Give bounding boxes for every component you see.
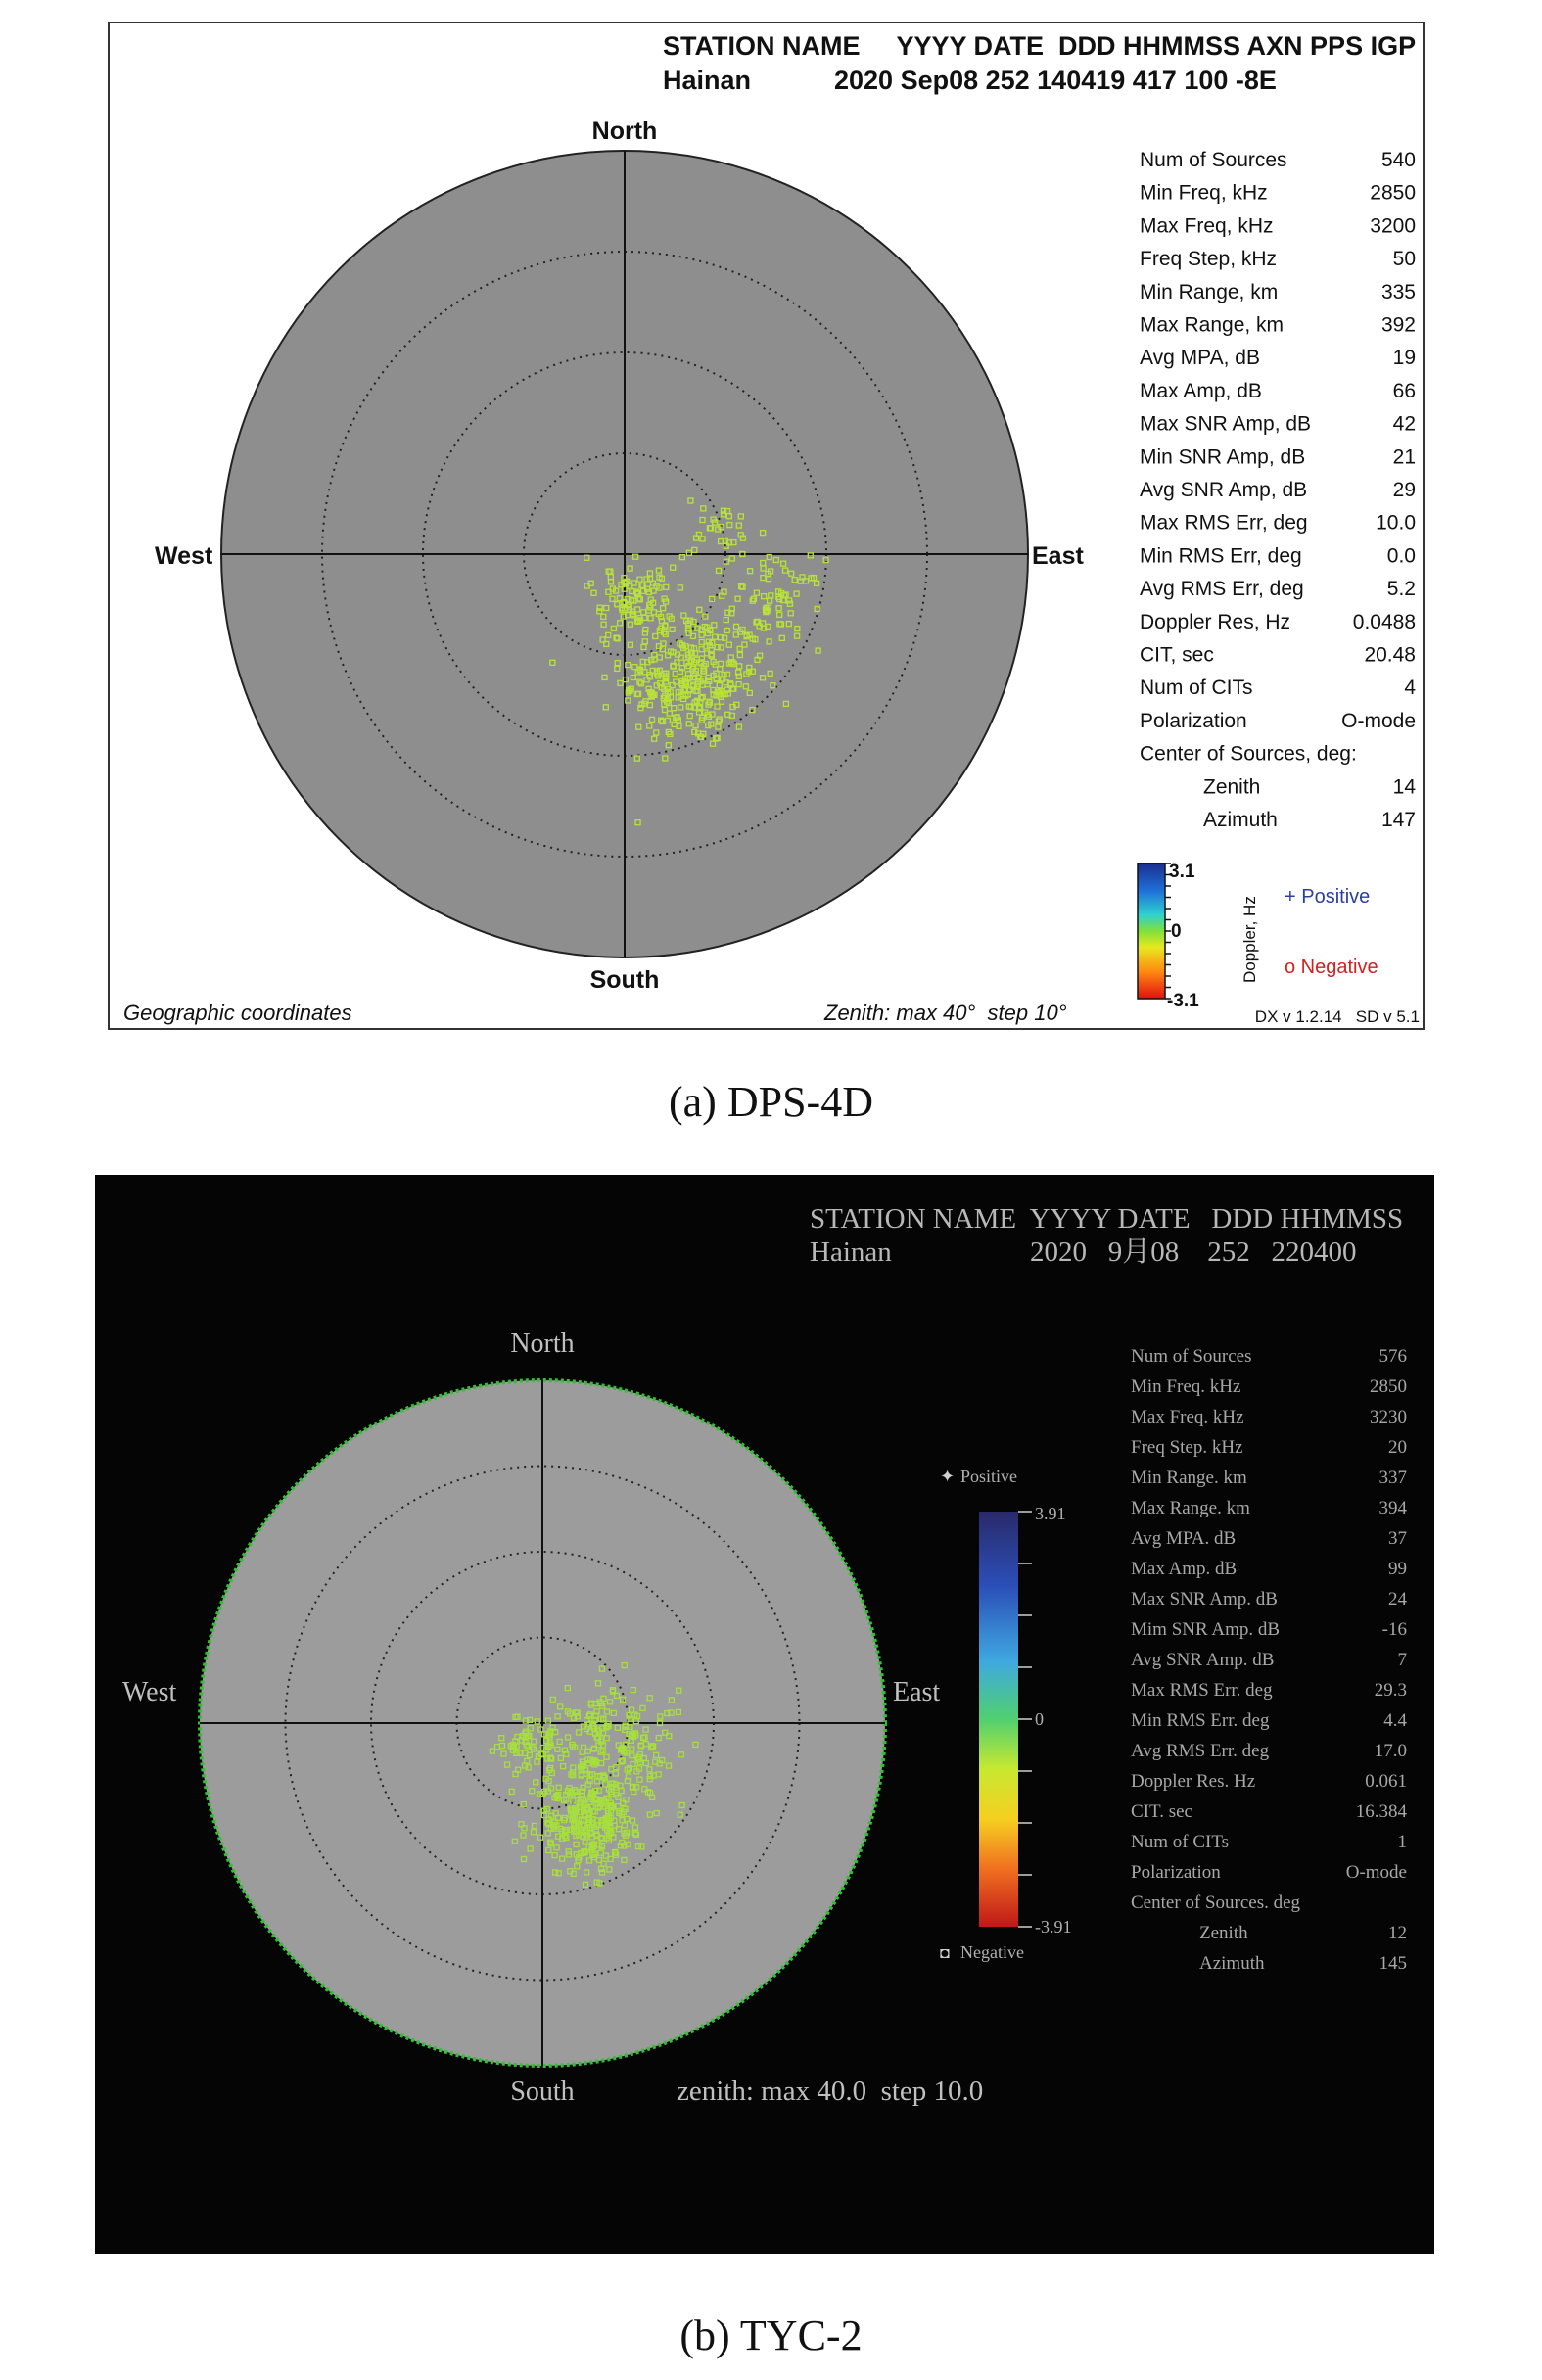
- stat-label: Avg RMS Err. deg: [1131, 1741, 1270, 1761]
- stat-label: Avg MPA, dB: [1140, 347, 1260, 370]
- stat-label: Num of Sources: [1131, 1346, 1252, 1367]
- stat-label: Min RMS Err, deg: [1140, 544, 1302, 568]
- negative-legend: Negative: [960, 1942, 1024, 1962]
- colorbar-ticks: [1018, 1512, 1032, 1927]
- header-station: Hainan: [663, 66, 752, 95]
- stat-value: 12: [1388, 1923, 1407, 1943]
- stat-value: 10.0: [1376, 511, 1416, 535]
- stat-value: 3200: [1370, 214, 1416, 238]
- tyc-2-skymap: [95, 1175, 1434, 2254]
- stat-value: 147: [1380, 809, 1416, 831]
- stats-table: [1131, 1346, 1408, 1974]
- stat-value: 42: [1392, 412, 1416, 436]
- colorbar-label: Doppler, Hz: [1240, 896, 1259, 983]
- positive-legend: Positive: [960, 1467, 1018, 1486]
- stat-label: Polarization: [1131, 1862, 1221, 1883]
- stat-label: Max RMS Err, deg: [1140, 511, 1308, 535]
- stat-label: Azimuth: [1199, 1953, 1265, 1974]
- stat-label: Num of Sources: [1140, 149, 1287, 171]
- negative-legend-icon: ◘: [940, 1945, 950, 1962]
- stat-value: 1: [1397, 1832, 1407, 1852]
- stat-value: 394: [1378, 1498, 1407, 1518]
- stat-value: 29: [1392, 479, 1416, 501]
- stat-label: Min Range, km: [1140, 280, 1279, 303]
- stat-value: O-mode: [1341, 709, 1416, 732]
- stat-value: 4: [1404, 677, 1416, 700]
- header-values: 2020 9月08 252 220400: [1030, 1237, 1357, 1268]
- stat-label: Doppler Res, Hz: [1140, 610, 1291, 633]
- stat-label: Min Freq, kHz: [1140, 181, 1268, 205]
- stat-label: Avg MPA. dB: [1131, 1528, 1237, 1549]
- stat-value: 66: [1392, 379, 1416, 402]
- footer-version: DX v 1.2.14 SD v 5.1: [1254, 1007, 1420, 1026]
- stat-label: Freq Step, kHz: [1140, 248, 1278, 271]
- stat-value: 335: [1380, 280, 1416, 303]
- positive-legend-icon: ✦: [940, 1467, 956, 1486]
- direction-east: East: [893, 1677, 941, 1707]
- colorbar-min: -3.91: [1035, 1917, 1072, 1937]
- stat-label: Freq Step. kHz: [1131, 1437, 1243, 1458]
- direction-east: East: [1032, 542, 1084, 570]
- stat-label: Center of Sources, deg:: [1140, 742, 1357, 766]
- stat-label: Min Range. km: [1131, 1468, 1247, 1488]
- colorbar-mid: 0: [1171, 921, 1182, 942]
- stat-value: 2850: [1370, 181, 1416, 205]
- stat-label: Avg SNR Amp. dB: [1131, 1650, 1275, 1670]
- stat-label: Max Amp. dB: [1131, 1559, 1238, 1579]
- stat-label: Max Freq, kHz: [1140, 214, 1274, 238]
- stat-label: Max SNR Amp, dB: [1140, 412, 1312, 436]
- stat-value: 4.4: [1383, 1710, 1407, 1731]
- stat-value: 5.2: [1386, 578, 1416, 601]
- direction-west: West: [155, 542, 213, 570]
- caption-b: (b) TYC-2: [679, 2311, 863, 2359]
- direction-south: South: [510, 2077, 575, 2107]
- stat-label: Num of CITs: [1140, 677, 1253, 700]
- direction-north: North: [510, 1329, 575, 1359]
- stat-label: Mim SNR Amp. dB: [1131, 1619, 1281, 1640]
- positive-legend: + Positive: [1285, 886, 1371, 908]
- stat-label: Doppler Res. Hz: [1131, 1771, 1256, 1792]
- caption-a: (a) DPS-4D: [669, 1078, 873, 1126]
- header-line1: STATION NAME YYYY DATE DDD HHMMSS: [810, 1203, 1404, 1235]
- negative-legend: o Negative: [1285, 957, 1378, 978]
- stat-value: 14: [1392, 775, 1416, 799]
- direction-west: West: [122, 1677, 177, 1707]
- stat-label: Zenith: [1203, 775, 1261, 799]
- stat-label: Max SNR Amp. dB: [1131, 1589, 1278, 1610]
- stat-label: CIT. sec: [1131, 1801, 1192, 1822]
- stat-value: O-mode: [1345, 1862, 1407, 1883]
- direction-north: North: [591, 117, 658, 145]
- stat-label: Max Freq. kHz: [1131, 1407, 1244, 1427]
- stat-value: 540: [1380, 149, 1416, 171]
- stat-label: Min RMS Err. deg: [1131, 1710, 1270, 1731]
- stat-label: Azimuth: [1203, 809, 1278, 831]
- stat-label: Max Range. km: [1131, 1498, 1250, 1518]
- stat-value: 0.061: [1365, 1771, 1407, 1792]
- doppler-colorbar: [979, 1512, 1018, 1927]
- stat-value: 19: [1392, 347, 1416, 370]
- stat-value: 20: [1388, 1437, 1407, 1458]
- stat-value: 337: [1378, 1468, 1407, 1488]
- stat-value: 3230: [1370, 1407, 1407, 1427]
- stat-value: 0.0488: [1352, 610, 1416, 633]
- stat-value: 392: [1380, 313, 1416, 337]
- stat-value: 24: [1388, 1589, 1407, 1610]
- stat-value: 20.48: [1364, 643, 1416, 667]
- stat-label: Avg SNR Amp, dB: [1140, 479, 1308, 501]
- colorbar-max: 3.91: [1035, 1504, 1066, 1523]
- stat-value: 37: [1388, 1528, 1407, 1549]
- stat-label: Min Freq. kHz: [1131, 1377, 1241, 1397]
- stat-value: 99: [1388, 1559, 1407, 1579]
- dps-4d-panel: [108, 22, 1425, 1030]
- stat-label: Polarization: [1140, 709, 1247, 732]
- stat-label: Min SNR Amp, dB: [1140, 445, 1306, 469]
- colorbar-min: -3.1: [1167, 991, 1199, 1011]
- tyc-2-panel: [95, 1175, 1434, 2254]
- dps-4d-skymap: [110, 23, 1423, 1028]
- stat-label: Max Range, km: [1140, 313, 1285, 337]
- stat-label: Zenith: [1199, 1923, 1248, 1943]
- stats-table: [1140, 149, 1416, 831]
- stat-label: Max Amp, dB: [1140, 379, 1262, 402]
- stat-value: 7: [1397, 1650, 1407, 1670]
- header-line1: STATION NAME YYYY DATE DDD HHMMSS AXN PPS IGP: [663, 31, 1417, 61]
- direction-south: South: [589, 966, 660, 994]
- stat-value: 21: [1392, 445, 1416, 469]
- stat-label: Avg RMS Err, deg: [1140, 578, 1304, 601]
- stat-value: 145: [1378, 1953, 1407, 1974]
- stat-value: 0.0: [1386, 544, 1416, 568]
- colorbar-mid: 0: [1035, 1709, 1044, 1729]
- header-values: 2020 Sep08 252 140419 417 100 -8E: [834, 66, 1277, 95]
- stat-label: Max RMS Err. deg: [1131, 1680, 1273, 1701]
- stat-value: -16: [1381, 1619, 1407, 1640]
- stat-value: 576: [1378, 1346, 1407, 1367]
- stat-label: Center of Sources. deg: [1131, 1892, 1301, 1913]
- stat-value: 16.384: [1355, 1801, 1407, 1822]
- stat-value: 17.0: [1374, 1741, 1407, 1761]
- colorbar-max: 3.1: [1169, 862, 1195, 882]
- stat-value: 50: [1392, 248, 1416, 271]
- footer-zenith: zenith: max 40.0 step 10.0: [677, 2076, 984, 2107]
- stat-label: Num of CITs: [1131, 1832, 1230, 1852]
- footer-coordinates: Geographic coordinates: [123, 1001, 352, 1025]
- doppler-colorbar: [1138, 863, 1165, 999]
- stat-value: 2850: [1370, 1377, 1407, 1397]
- stat-value: 29.3: [1374, 1680, 1407, 1701]
- footer-zenith: Zenith: max 40° step 10°: [824, 1001, 1067, 1025]
- stat-label: CIT, sec: [1140, 643, 1214, 667]
- header-station: Hainan: [810, 1237, 892, 1268]
